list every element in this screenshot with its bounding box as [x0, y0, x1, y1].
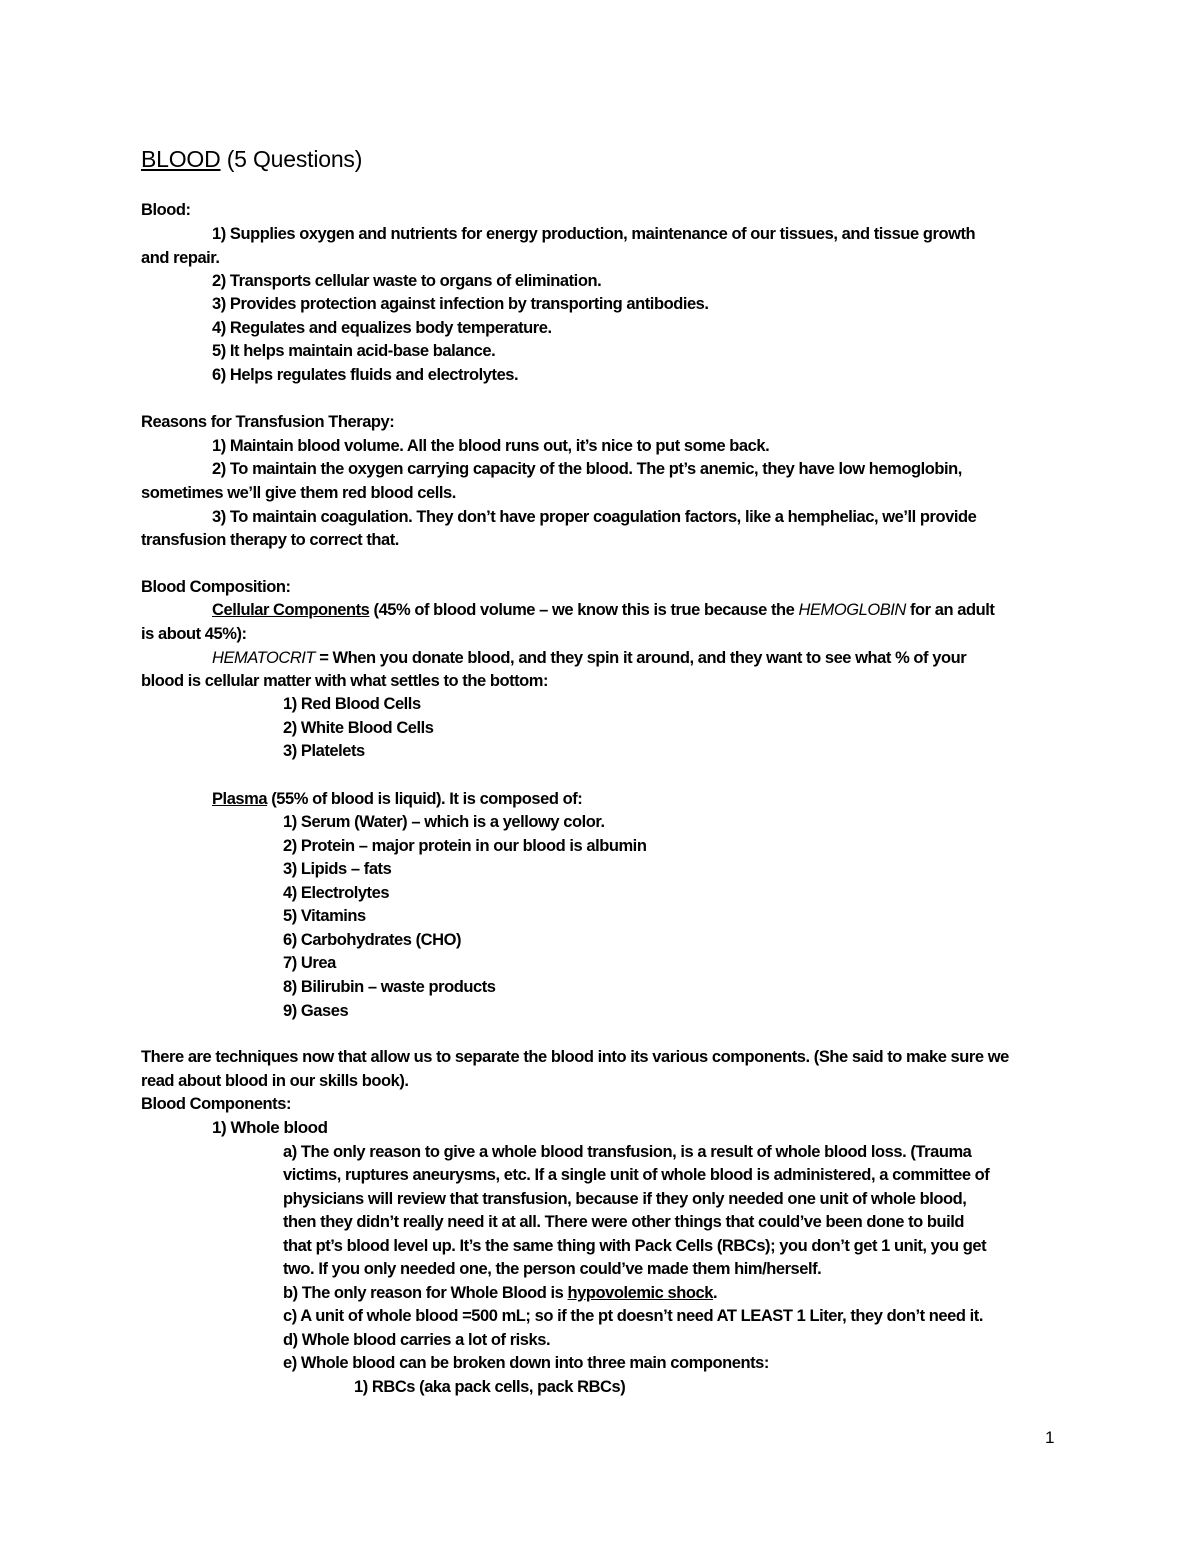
hematocrit-text: = When you donate blood, and they spin it around, and they want to see what % of your [315, 649, 967, 667]
techniques-line-2: read about blood in our skills book). [141, 1072, 409, 1090]
plasma-item-7: 7) Urea [283, 954, 336, 972]
whole-blood-c: c) A unit of whole blood =500 mL; so if the pt doesn’t need AT LEAST 1 Liter, they don’t need it. [283, 1307, 983, 1325]
cellular-label: Cellular Components [212, 601, 370, 619]
blood-item-6: 6) Helps regulates fluids and electrolytes. [212, 366, 519, 384]
whole-blood-b-end: . [712, 1284, 718, 1302]
components-heading: Blood Components: [141, 1095, 291, 1113]
whole-blood-e: e) Whole blood can be broken down into three main components: [283, 1354, 769, 1372]
plasma-item-2: 2) Protein – major protein in our blood is albumin [283, 837, 647, 855]
whole-blood-a-line-2: victims, ruptures aneurysms, etc. If a single unit of whole blood is administered, a committee of [283, 1166, 990, 1184]
blood-item-1-cont: and repair. [141, 249, 220, 267]
whole-blood-d: d) Whole blood carries a lot of risks. [283, 1331, 551, 1349]
whole-blood-e-1: 1) RBCs (aka pack cells, pack RBCs) [354, 1378, 626, 1396]
blood-item-5: 5) It helps maintain acid-base balance. [212, 342, 496, 360]
blood-item-4: 4) Regulates and equalizes body temperature. [212, 319, 552, 337]
title-underlined: BLOOD [141, 146, 221, 172]
hematocrit-term: HEMATOCRIT [212, 649, 316, 667]
page-number: 1 [1045, 1428, 1055, 1447]
transfusion-item-3-cont: transfusion therapy to correct that. [141, 531, 399, 549]
hemoglobin-term: HEMOGLOBIN [798, 601, 906, 619]
hematocrit-line [212, 648, 966, 668]
cellular-line-2: is about 45%): [141, 625, 247, 643]
hematocrit-line-2: blood is cellular matter with what settles to the bottom: [141, 672, 549, 690]
whole-blood-a-line-4: then they didn’t really need it at all. There were other things that could’ve been done to build [283, 1213, 965, 1231]
transfusion-item-2: 2) To maintain the oxygen carrying capacity of the blood. The pt’s anemic, they have low hemoglobin, [212, 460, 962, 478]
cell-item-3: 3) Platelets [283, 742, 365, 760]
blood-heading: Blood: [141, 201, 191, 219]
plasma-item-6: 6) Carbohydrates (CHO) [283, 931, 462, 949]
plasma-item-1: 1) Serum (Water) – which is a yellowy color. [283, 813, 605, 831]
plasma-item-9: 9) Gases [283, 1002, 349, 1020]
plasma-line [212, 789, 582, 809]
blood-item-2: 2) Transports cellular waste to organs of elimination. [212, 272, 602, 290]
whole-blood-b-text: b) The only reason for Whole Blood is [283, 1284, 568, 1302]
hypovolemic-shock-term: hypovolemic shock [567, 1284, 713, 1302]
whole-blood-item: 1) Whole blood [212, 1118, 328, 1137]
transfusion-item-2-cont: sometimes we’ll give them red blood cells. [141, 484, 456, 502]
whole-blood-a-line-6: two. If you only needed one, the person could’ve made them him/herself. [283, 1260, 822, 1278]
transfusion-item-1: 1) Maintain blood volume. All the blood runs out, it’s nice to put some back. [212, 437, 770, 455]
title-rest: (5 Questions) [220, 146, 363, 172]
plasma-text: (55% of blood is liquid). It is composed of: [267, 790, 583, 808]
plasma-label: Plasma [212, 790, 268, 808]
blood-item-3: 3) Provides protection against infection by transporting antibodies. [212, 295, 709, 313]
page-title [141, 146, 362, 173]
plasma-item-5: 5) Vitamins [283, 907, 366, 925]
cellular-text-b: for an adult [905, 601, 995, 619]
cell-item-1: 1) Red Blood Cells [283, 695, 421, 713]
plasma-item-4: 4) Electrolytes [283, 884, 390, 902]
whole-blood-a-line-3: physicians will review that transfusion, because if they only needed one unit of whole blood, [283, 1190, 967, 1208]
whole-blood-b [283, 1283, 717, 1303]
transfusion-item-3: 3) To maintain coagulation. They don’t have proper coagulation factors, like a hempheliac, we’ll provide [212, 508, 977, 526]
whole-blood-a-line-5: that pt’s blood level up. It’s the same thing with Pack Cells (RBCs); you don’t get 1 unit, you get [283, 1237, 987, 1255]
blood-item-1: 1) Supplies oxygen and nutrients for energy production, maintenance of our tissues, and tissue growth [212, 225, 976, 243]
composition-heading: Blood Composition: [141, 578, 291, 596]
whole-blood-a-line-1: a) The only reason to give a whole blood transfusion, is a result of whole blood loss. (Trauma [283, 1143, 972, 1161]
cellular-components-line [212, 600, 994, 620]
techniques-line-1: There are techniques now that allow us to separate the blood into its various components. (She said to make sure we [141, 1048, 1009, 1066]
cellular-text-a: (45% of blood volume – we know this is true because the [369, 601, 799, 619]
plasma-item-8: 8) Bilirubin – waste products [283, 978, 496, 996]
cell-item-2: 2) White Blood Cells [283, 719, 434, 737]
transfusion-heading: Reasons for Transfusion Therapy: [141, 413, 395, 431]
plasma-item-3: 3) Lipids – fats [283, 860, 392, 878]
